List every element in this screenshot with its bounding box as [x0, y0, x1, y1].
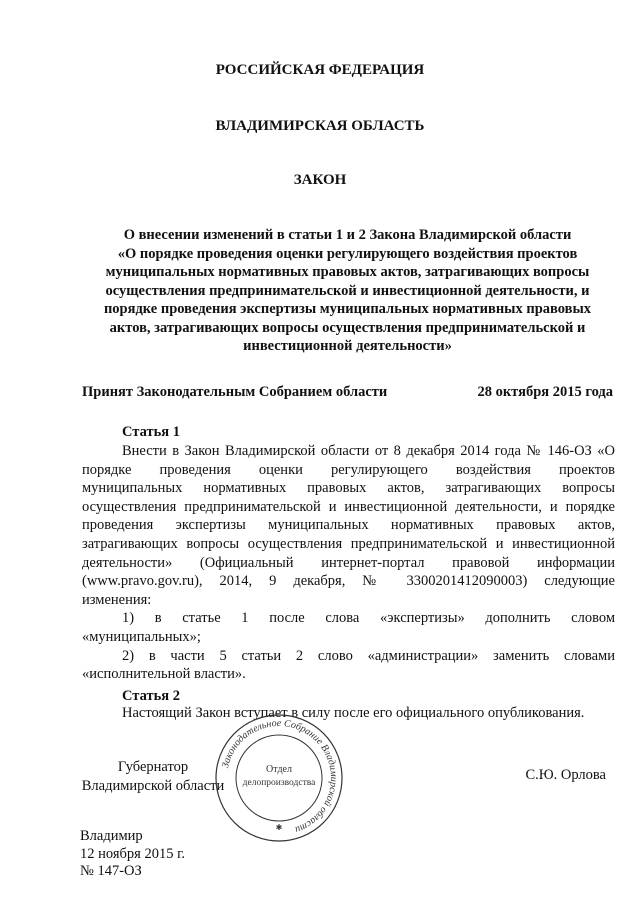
article-1-line: осуществления предпринимательской и инвестиционной деятельности, и порядке: [82, 498, 615, 515]
title-line: осуществления предпринимательской и инвестиционной деятельности, и: [105, 282, 590, 299]
official-stamp: [213, 712, 345, 844]
article-1-line: затрагивающих вопросы осуществления предпринимательской и инвестиционной: [82, 535, 615, 552]
article-2-text: [82, 704, 615, 723]
svg-text:Законодательное Собрание Влади: [220, 718, 339, 835]
title-line: муниципальных нормативных правовых актов, затрагивающих вопросы: [105, 264, 590, 280]
article-1-heading: Статья 1: [122, 424, 180, 440]
law-title: [80, 226, 615, 356]
article-1-line: муниципальных нормативных правовых актов, затрагивающих вопросы: [82, 480, 615, 497]
region-heading: ВЛАДИМИРСКАЯ ОБЛАСТЬ: [215, 118, 425, 134]
footer-date: 12 ноября 2015 г.: [80, 845, 186, 862]
document-type-heading: ЗАКОН: [293, 172, 347, 188]
article-1-line: Внести в Закон Владимирской области от 8 декабря 2014 года № 146-ОЗ «О: [122, 443, 615, 459]
stamp-outer-text: Законодательное Собрание Владимирской области: [220, 717, 340, 836]
title-line: «О порядке проведения оценки регулирующего воздействия проектов: [117, 245, 578, 262]
footer-number: № 147-ОЗ: [80, 863, 142, 879]
title-line: инвестиционной деятельности»: [243, 338, 452, 354]
title-line: порядке проведения экспертизы муниципальных нормативных правовых: [103, 301, 592, 317]
article-1-line: 2) в части 5 статьи 2 слово «администрации» заменить словами: [122, 647, 615, 664]
stamp-star-icon: ✱: [275, 823, 283, 832]
article-1-line: проведения экспертизы муниципальных нормативных правовых актов,: [82, 517, 615, 534]
article-1-line: 1) в статье 1 после слова «экспертизы» дополнить словом: [122, 610, 615, 627]
article-1-line: «исполнительной власти».: [82, 666, 246, 683]
stamp-inner-line-2: делопроизводства: [242, 778, 316, 788]
article-2-line: Настоящий Закон вступает в силу после его официального опубликования.: [122, 705, 585, 721]
article-1-line: деятельности» (Официальный интернет-портал правовой информации: [82, 554, 615, 571]
stamp-inner-line-1: Отдел: [266, 764, 292, 775]
article-1-line: (www.pravo.gov.ru), 2014, 9 декабря, № 3300201412090003) следующие: [82, 573, 615, 590]
title-line: О внесении изменений в статьи 1 и 2 Закона Владимирской области: [123, 227, 572, 243]
signatory-title: [78, 758, 228, 795]
country-heading: РОССИЙСКАЯ ФЕДЕРАЦИЯ: [215, 62, 425, 78]
article-1-line: изменения:: [82, 591, 152, 608]
footer-city: Владимир: [80, 828, 143, 844]
article-1-line: «муниципальных»;: [82, 628, 201, 645]
adoption-label: Принят Законодательным Собранием области: [82, 384, 388, 400]
signatory-name: С.Ю. Орлова: [525, 767, 606, 783]
adoption-date: 28 октября 2015 года: [477, 384, 613, 400]
article-2-heading: Статья 2: [122, 688, 180, 704]
article-1-line: порядке проведения оценки регулирующего воздействия проектов: [82, 461, 615, 478]
document-footer: [80, 828, 185, 881]
article-1-text: [82, 442, 615, 684]
title-line: актов, затрагивающих вопросы осуществления предпринимательской и: [109, 319, 586, 336]
signatory-title-line-2: Владимирской области: [81, 777, 225, 794]
signatory-title-line-1: Губернатор: [117, 759, 189, 775]
